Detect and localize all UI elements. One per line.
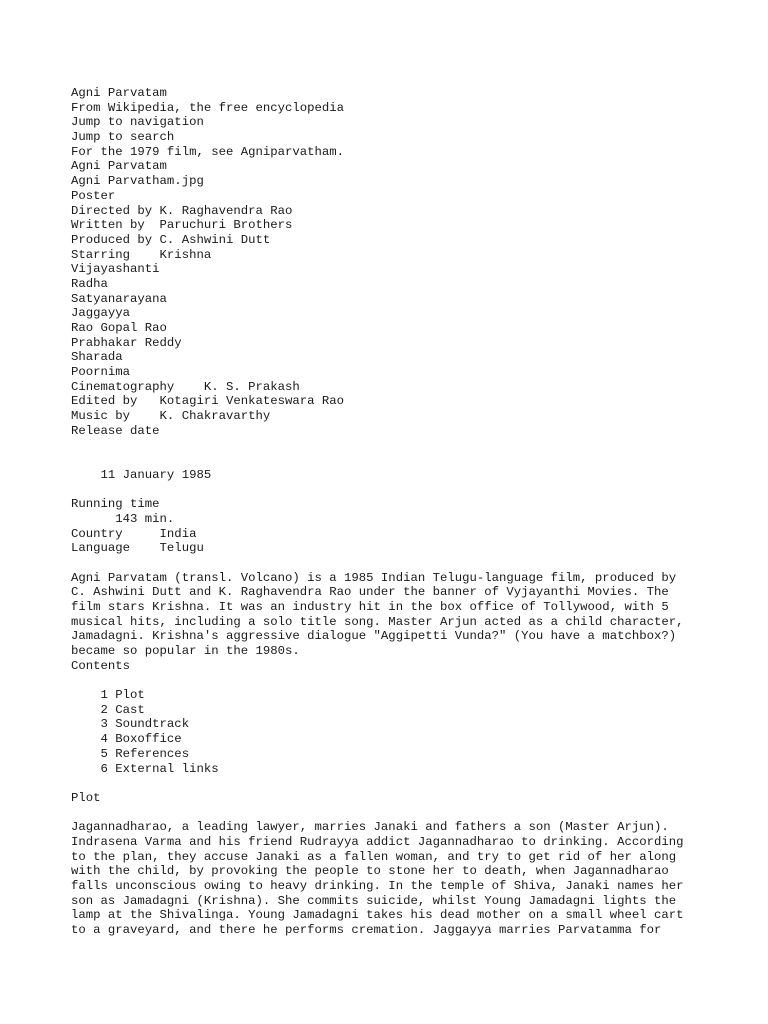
- jump-to-navigation-link[interactable]: Jump to navigation: [71, 115, 204, 130]
- plot-paragraph-line: to the plan, they accuse Janaki as a fallen woman, and try to get rid of her along: [71, 849, 677, 864]
- infobox-language: Language Telugu: [71, 541, 204, 556]
- infobox-cast-member: Prabhakar Reddy: [71, 335, 182, 350]
- infobox-music-by: Music by K. Chakravarthy: [71, 409, 271, 424]
- spacer: [71, 806, 731, 821]
- infobox-cast-member: Radha: [71, 276, 108, 291]
- toc-item-references[interactable]: 5 References: [71, 746, 190, 761]
- infobox-cast-member: Jaggayya: [71, 306, 131, 321]
- site-tagline: From Wikipedia, the free encyclopedia: [71, 100, 345, 115]
- intro-paragraph-line: Jamadagni. Krishna's aggressive dialogue "Aggipetti Vunda?" (You have a matchbox?): [71, 629, 677, 644]
- article-text: [71, 86, 731, 938]
- plot-paragraph-line: falls unconscious owing to heavy drinking. In the temple of Shiva, Janaki names her: [71, 879, 684, 894]
- plot-paragraph-line: Indrasena Varma and his friend Rudrayya addict Jagannadharao to drinking. According: [71, 834, 684, 849]
- infobox-starring: Starring Krishna: [71, 247, 212, 262]
- spacer: [71, 556, 731, 571]
- infobox-cinematography: Cinematography K. S. Prakash: [71, 379, 300, 394]
- toc-item-external-links[interactable]: 6 External links: [71, 761, 219, 776]
- infobox-edited-by: Edited by Kotagiri Venkateswara Rao: [71, 394, 345, 409]
- intro-paragraph-line: musical hits, including a solo title song. Master Arjun acted as a child character,: [71, 614, 684, 629]
- infobox-cast-member: Satyanarayana: [71, 291, 167, 306]
- toc-item-plot[interactable]: 1 Plot: [71, 688, 145, 703]
- infobox-country: Country India: [71, 526, 197, 541]
- infobox-cast-member: Vijayashanti: [71, 262, 160, 277]
- spacer: [71, 453, 731, 468]
- toc-item-soundtrack[interactable]: 3 Soundtrack: [71, 717, 190, 732]
- infobox-cast-member: Rao Gopal Rao: [71, 321, 167, 335]
- plot-paragraph-line: with the child, by provoking the people to stone her to death, when Jagannadharao: [71, 864, 669, 879]
- infobox-image-caption: Poster: [71, 188, 116, 203]
- plot-paragraph-line: to a graveyard, and there he performs cremation. Jaggayya marries Parvatamma for: [71, 923, 662, 938]
- toc-item-boxoffice[interactable]: 4 Boxoffice: [71, 732, 182, 747]
- jump-to-search-link[interactable]: Jump to search: [71, 130, 175, 145]
- spacer: [71, 439, 731, 454]
- plot-heading: Plot: [71, 790, 101, 805]
- toc-item-cast[interactable]: 2 Cast: [71, 702, 145, 717]
- contents-heading: Contents: [71, 658, 131, 673]
- spacer: [71, 776, 731, 791]
- intro-paragraph-line: film stars Krishna. It was an industry hit in the box office of Tollywood, with 5: [71, 600, 669, 614]
- infobox-image-link[interactable]: Agni Parvatham.jpg: [71, 174, 204, 189]
- infobox-produced-by: Produced by C. Ashwini Dutt: [71, 232, 271, 247]
- infobox-written-by: Written by Paruchuri Brothers: [71, 218, 293, 233]
- infobox-cast-member: Poornima: [71, 365, 131, 380]
- intro-paragraph-line: C. Ashwini Dutt and K. Raghavendra Rao under the banner of Vyjayanthi Movies. The: [71, 585, 669, 600]
- hatnote: For the 1979 film, see Agniparvatham.: [71, 144, 345, 159]
- infobox-running-time-label: Running time: [71, 497, 160, 512]
- infobox-title: Agni Parvatam: [71, 159, 167, 174]
- infobox-release-date-label: Release date: [71, 423, 160, 438]
- plot-paragraph-line: lamp at the Shivalinga. Young Jamadagni takes his dead mother on a small wheel cart: [71, 908, 684, 923]
- intro-paragraph-line: became so popular in the 1980s.: [71, 644, 300, 659]
- infobox-directed-by: Directed by K. Raghavendra Rao: [71, 203, 293, 218]
- infobox-release-date: 11 January 1985: [71, 467, 212, 482]
- infobox-running-time: 143 min.: [71, 511, 175, 526]
- article-title: Agni Parvatam: [71, 86, 167, 100]
- spacer: [71, 483, 731, 498]
- plot-paragraph-line: Jagannadharao, a leading lawyer, marries Janaki and fathers a son (Master Arjun).: [71, 820, 669, 835]
- plot-paragraph-line: son as Jamadagni (Krishna). She commits suicide, whilst Young Jamadagni lights the: [71, 893, 677, 908]
- spacer: [71, 673, 731, 688]
- intro-paragraph-line: Agni Parvatam (transl. Volcano) is a 1985 Indian Telugu-language film, produced by: [71, 570, 677, 585]
- infobox-cast-member: Sharada: [71, 350, 123, 365]
